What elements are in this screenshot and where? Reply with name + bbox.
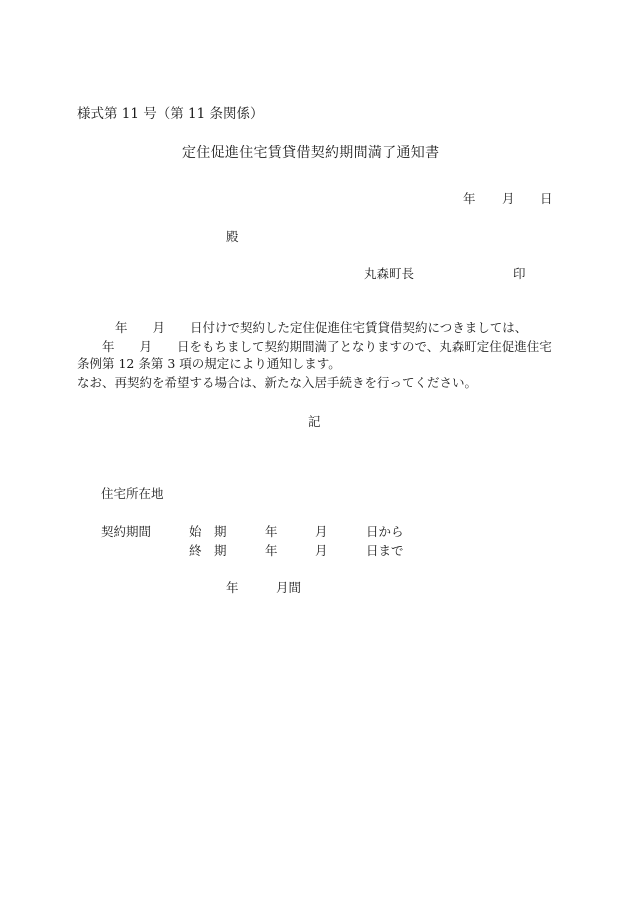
end-month: 月 bbox=[315, 543, 328, 558]
duration-year: 年 bbox=[226, 580, 239, 595]
body-line-3: 条例第 12 条第 3 項の規定により通知します。 bbox=[77, 356, 341, 371]
document-title: 定住促進住宅賃貸借契約期間満了通知書 bbox=[182, 145, 440, 161]
issuer-name: 丸森町長 bbox=[364, 266, 415, 281]
form-number: 様式第 11 号（第 11 条関係） bbox=[77, 106, 264, 122]
body-line-4: なお、再契約を希望する場合は、新たな入居手続きを行ってください。 bbox=[77, 375, 478, 390]
addressee-honorific: 殿 bbox=[226, 229, 239, 244]
start-year: 年 bbox=[265, 524, 278, 539]
end-kind: 終 期 bbox=[189, 543, 227, 558]
issue-date-year: 年 bbox=[463, 191, 476, 206]
start-day: 日から bbox=[366, 524, 404, 539]
issue-date-month: 月 bbox=[502, 191, 515, 206]
end-day: 日まで bbox=[366, 543, 404, 558]
seal-mark: 印 bbox=[513, 266, 526, 281]
period-label: 契約期間 bbox=[101, 524, 152, 539]
issue-date-day: 日 bbox=[540, 191, 553, 206]
end-year: 年 bbox=[265, 543, 278, 558]
body-line-2: 年 月 日をもちまして契約期間満了となりますので、丸森町定住促進住宅 bbox=[102, 339, 552, 354]
start-month: 月 bbox=[315, 524, 328, 539]
ki-heading: 記 bbox=[308, 414, 321, 429]
duration-month: 月間 bbox=[276, 580, 302, 595]
location-label: 住宅所在地 bbox=[101, 486, 164, 501]
body-line-1: 年 月 日付けで契約した定住促進住宅賃貸借契約につきましては、 bbox=[115, 320, 528, 335]
start-kind: 始 期 bbox=[189, 524, 227, 539]
